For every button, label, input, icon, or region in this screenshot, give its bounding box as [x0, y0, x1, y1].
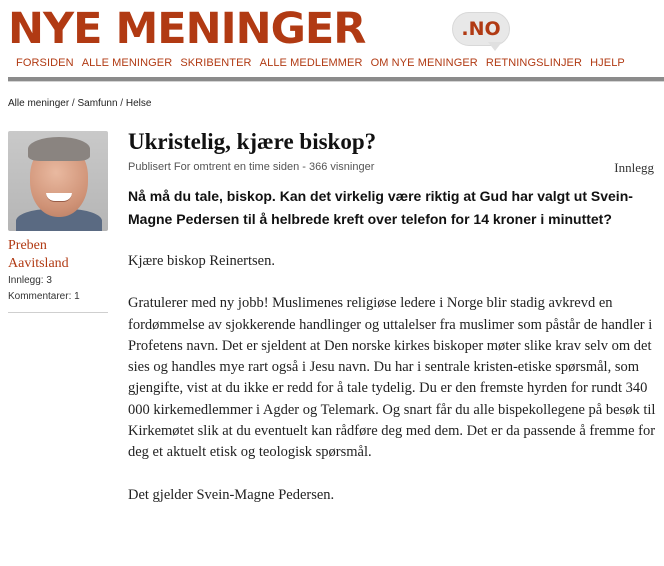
author-first-name: Preben [8, 238, 47, 253]
avatar-hair [28, 137, 90, 161]
article-paragraph: Gratulerer med ny jobb! Muslimenes religiøse ledere i Norge blir stadig avkrevd en fordømmelse av sjokkerende handlinger og uttalelser fra muslimer som påstår de handler i Profetens navn. Det er sjeldent at Den norske kirkes biskoper møter slike krav selv om det sies og handles mye rart også i Jesu navn. Du har i sentrale kristen-etiske spørsmål, som gjengifte, vist at du ikke er redd for å tale tydelig. Du er den fremste hyrden for rundt 340 000 kirkemedlemmer i Agder og Telemark. Og snart får du alle bispekollegene på besøk til Kirkemøtet slik at du eventuelt kan rådføre deg med dem. Det er da passende å fremme for deg et aktuelt etisk og teologisk spørsmål. [128, 295, 656, 461]
author-sidebar [8, 131, 108, 313]
breadcrumb [8, 98, 151, 109]
site-masthead [8, 4, 664, 56]
nav-retningslinjer[interactable]: RETNINGSLINJER [485, 57, 583, 69]
breadcrumb-separator: / [117, 98, 126, 109]
breadcrumb-helse[interactable]: Helse [125, 98, 152, 109]
nav-divider-shadow [8, 81, 664, 82]
article-body [128, 251, 658, 506]
site-logo-badge: .NO [452, 12, 510, 46]
main-navigation [16, 57, 630, 73]
author-last-name: Aavitsland [8, 256, 69, 271]
nav-forsiden[interactable]: FORSIDEN [16, 57, 74, 69]
breadcrumb-samfunn[interactable]: Samfunn [77, 98, 118, 109]
sidebar-divider [8, 312, 108, 313]
article-published-info: Publisert For omtrent en time siden - 366 visninger [128, 161, 375, 173]
nav-alle-meninger[interactable]: ALLE MENINGER [81, 57, 173, 69]
article [128, 127, 658, 506]
breadcrumb-alle-meninger[interactable]: Alle meninger [8, 98, 70, 109]
nav-hjelp[interactable]: HJELP [590, 57, 625, 69]
nav-alle-medlemmer[interactable]: ALLE MEDLEMMER [259, 57, 363, 69]
article-paragraph: Kjære biskop Reinertsen. [128, 253, 275, 269]
article-lead: Nå må du tale, biskop. Kan det virkelig være riktig at Gud har valgt ut Svein-Magne Pedersen til å helbrede kreft over telefon for 14 kroner i minuttet? [128, 188, 633, 227]
breadcrumb-separator: / [69, 98, 78, 109]
author-avatar[interactable] [8, 131, 108, 231]
article-meta [128, 161, 658, 177]
author-post-count: Innlegg: 3 [8, 275, 52, 286]
logo-badge-tail [488, 42, 502, 51]
author-name-link[interactable] [8, 237, 108, 273]
author-comment-count: Kommentarer: 1 [8, 291, 80, 302]
nav-om-nye-meninger[interactable]: OM NYE MENINGER [370, 57, 478, 69]
article-paragraph: Det gjelder Svein-Magne Pedersen. [128, 486, 335, 503]
site-logo[interactable]: NYE MENINGER [8, 4, 366, 54]
article-type-label[interactable]: Innlegg [614, 160, 654, 175]
nav-skribenter[interactable]: SKRIBENTER [180, 57, 252, 69]
article-title: Ukristelig, kjære biskop? [128, 129, 377, 154]
